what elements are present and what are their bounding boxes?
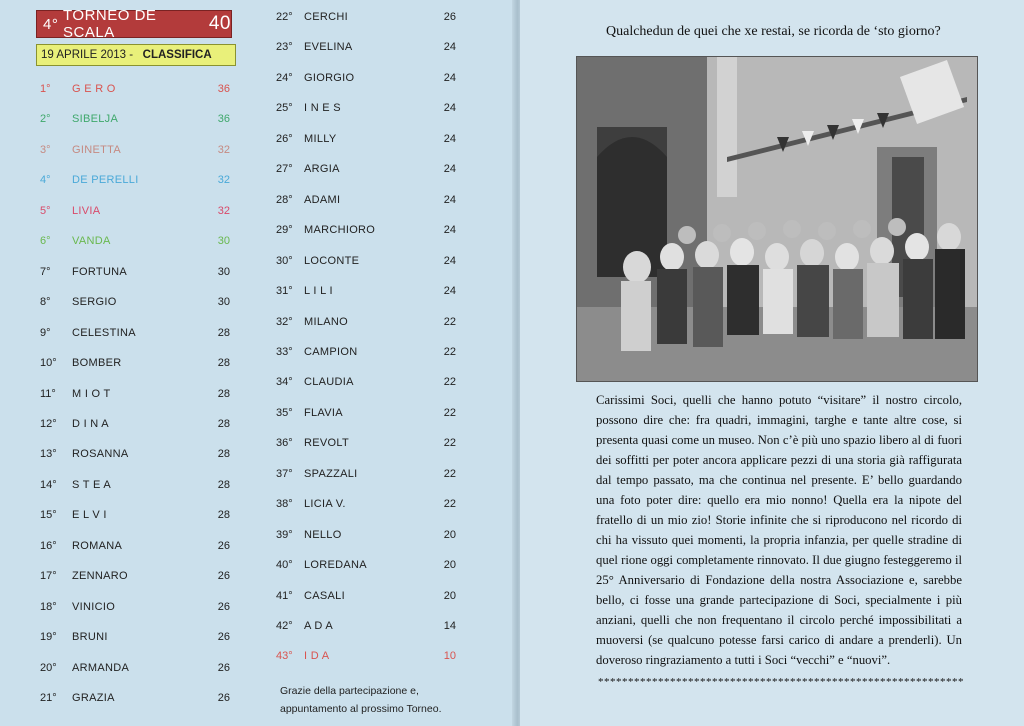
stars-divider: ************************************************************* [598,676,964,688]
rank-position: 25° [276,102,293,115]
player-name: GRAZIA [72,692,115,704]
player-points: 22 [443,315,456,328]
rank-position: 23° [276,41,293,54]
player-name: CERCHI [304,11,348,23]
rank-position: 32° [276,315,293,328]
rank-position: 8° [40,296,51,309]
ranking-row [40,109,230,129]
player-name: ARGIA [304,163,340,176]
player-name: LOCONTE [304,254,360,267]
ranking-row [276,464,456,484]
player-points: 26 [217,539,230,552]
player-points: 22 [443,406,456,419]
date-text: 19 APRILE 2013 - [41,49,134,61]
ranking-row [276,342,456,362]
player-name: NELLO [304,528,342,541]
rank-position: 4° [40,174,51,187]
ranking-row [40,505,230,525]
rank-position: 18° [40,600,57,613]
player-points: 26 [217,631,230,644]
ranking-row [276,190,456,210]
rank-position: 39° [276,528,293,541]
player-name: EVELINA [304,41,353,54]
player-points: 20 [443,589,456,602]
player-name: FLAVIA [304,406,343,419]
rank-position: 10° [40,357,57,370]
player-points: 28 [217,509,230,522]
player-name: ADAMI [304,193,341,206]
ranking-row [40,140,230,160]
tournament-title [36,7,232,41]
rank-position: 27° [276,163,293,176]
player-points: 28 [217,417,230,430]
player-points: 24 [443,71,456,84]
player-name: G E R O [72,83,116,95]
title-prefix: 4° [43,15,59,33]
player-points: 32 [217,143,230,156]
ranking-row [276,251,456,271]
player-name: ARMANDA [72,661,130,674]
ranking-row [276,68,456,88]
player-points: 26 [217,570,230,583]
rank-position: 34° [276,376,293,389]
player-points: 28 [217,326,230,339]
ranking-row [40,444,230,464]
rank-position: 5° [40,204,51,217]
player-points: 22 [443,467,456,480]
ranking-row [40,231,230,251]
player-name: ROSANNA [72,448,129,461]
player-name: REVOLT [304,437,349,450]
ranking-row [40,688,230,708]
rank-position: 9° [40,326,51,339]
rank-position: 31° [276,285,293,298]
player-name: CELESTINA [72,326,136,339]
player-points: 28 [217,478,230,491]
rank-position: 36° [276,437,293,450]
rank-position: 7° [40,265,51,278]
player-points: 28 [217,357,230,370]
rank-position: 2° [40,113,51,126]
player-points: 24 [443,285,456,298]
player-name: MILLY [304,132,337,145]
rank-position: 14° [40,478,57,491]
ranking-row [276,372,456,392]
ranking-row [40,627,230,647]
ranking-row [276,129,456,149]
player-points: 22 [443,498,456,511]
ranking-row [276,281,456,301]
player-name: D I N A [72,417,109,430]
player-points: 24 [443,254,456,267]
rank-position: 24° [276,71,293,84]
player-name: GINETTA [72,143,121,156]
ranking-row [276,646,456,666]
player-points: 14 [443,620,456,632]
player-name: M I O T [72,387,111,400]
player-points: 28 [217,387,230,400]
classifica-label: CLASSIFICA [142,49,212,61]
player-points: 26 [217,600,230,613]
ranking-row [276,159,456,179]
player-points: 24 [443,132,456,145]
rank-position: 15° [40,509,57,522]
player-name: I N E S [304,102,341,115]
player-points: 32 [217,174,230,187]
thanks-note [280,682,500,718]
rank-position: 40° [276,559,293,572]
player-name: A D A [304,620,334,632]
player-points: 24 [443,224,456,237]
player-points: 26 [217,692,230,704]
player-points: 26 [443,11,456,23]
group-photo [576,56,978,382]
title-number: 40 [208,13,231,34]
rank-position: 33° [276,345,293,358]
player-name: CASALI [304,589,345,602]
player-name: LICIA V. [304,498,346,511]
player-points: 36 [217,83,230,95]
ranking-row [40,79,230,99]
player-name: ROMANA [72,539,123,552]
ranking-row [40,566,230,586]
ranking-row [276,525,456,545]
photo-caption: Qualchedun de quei che xe restai, se ricorda de ‘sto giorno? [606,24,941,39]
rank-position: 38° [276,498,293,511]
player-points: 20 [443,559,456,572]
ranking-row [40,292,230,312]
player-name: I D A [304,650,330,663]
rank-position: 17° [40,570,57,583]
rank-position: 30° [276,254,293,267]
player-name: VINICIO [72,600,116,613]
thanks-line-1: Grazie della partecipazione e, [280,685,419,697]
player-points: 24 [443,193,456,206]
ranking-row [40,536,230,556]
title-text: TORNEO DE SCALA [63,7,157,41]
player-name: LOREDANA [304,559,367,572]
player-points: 30 [217,265,230,278]
player-name: BRUNI [72,631,108,644]
ranking-row [276,616,456,636]
rank-position: 16° [40,539,57,552]
rank-position: 26° [276,132,293,145]
player-points: 30 [217,235,230,248]
ranking-row [40,658,230,678]
player-points: 24 [443,41,456,54]
player-name: S T E A [72,478,111,491]
ranking-row [40,384,230,404]
ranking-row [276,586,456,606]
rank-position: 21° [40,692,57,704]
ranking-row [40,323,230,343]
rank-position: 19° [40,631,57,644]
player-points: 36 [217,113,230,126]
player-name: SERGIO [72,296,117,309]
player-name: SPAZZALI [304,467,358,480]
ranking-row [276,37,456,57]
player-name: SIBELJA [72,113,119,126]
player-name: MARCHIORO [304,224,376,237]
player-name: ZENNARO [72,570,128,583]
player-points: 24 [443,102,456,115]
ranking-row [40,597,230,617]
ranking-row [276,7,456,27]
player-points: 24 [443,163,456,176]
rank-position: 35° [276,406,293,419]
group-photo-image [577,57,978,382]
ranking-row [276,312,456,332]
rank-position: 3° [40,143,51,156]
rank-position: 43° [276,650,293,663]
ranking-row [40,475,230,495]
player-name: BOMBER [72,357,122,370]
player-name: E L V I [72,509,107,522]
player-points: 28 [217,448,230,461]
player-points: 22 [443,376,456,389]
ranking-row [276,494,456,514]
rank-position: 28° [276,193,293,206]
player-name: CLAUDIA [304,376,354,389]
rank-position: 41° [276,589,293,602]
player-points: 10 [443,650,456,663]
rank-position: 1° [40,83,51,95]
player-name: GIORGIO [304,71,355,84]
player-name: DE PERELLI [72,174,139,187]
ranking-row [276,555,456,575]
player-name: MILANO [304,315,348,328]
ranking-row [40,353,230,373]
ranking-row [40,414,230,434]
rank-position: 12° [40,417,57,430]
rank-position: 29° [276,224,293,237]
rank-position: 42° [276,620,293,632]
rank-position: 37° [276,467,293,480]
player-name: LIVIA [72,204,101,217]
ranking-row [276,433,456,453]
player-points: 30 [217,296,230,309]
rank-position: 13° [40,448,57,461]
player-points: 22 [443,345,456,358]
player-points: 22 [443,437,456,450]
player-name: CAMPION [304,345,358,358]
ranking-row [40,262,230,282]
date-banner [36,44,236,66]
player-name: FORTUNA [72,265,128,278]
ranking-row [40,170,230,190]
ranking-row [276,403,456,423]
player-points: 32 [217,204,230,217]
rank-position: 22° [276,11,293,23]
rank-position: 11° [40,387,56,400]
article-body: Carissimi Soci, quelli che hanno potuto “visitare” il nostro circolo, possono dire che: fra quadri, immagini, targhe e tante altre cose, si presenta quasi come un museo. Non c’è più uno spazio libero al di fuori dei soffitti per poter ancora applicare pezzi di una storia già raffigurata dal tempo passato, ma che continua nel presente. E’ bello guardando una foto poter dire: quello era mio nonno! Quella era la nipote del fratello di un mio zio! Storie infinite che si riproducono nel ricordo di chi ha vissuto quei momenti, la propria infanzia, per quelle stradine di quel rione oggi completamente rinnovato. Il due giugno festeggeremo il 25° Anniversario di Fondazione della nostra Associazione e, sarebbe bello, ci fosse una grande partecipazione di Soci, specialmente i più anziani, quelli che non frequentano il circolo perché impossibilitati a muoversi (se qualcuno potesse farsi carico di andare a prenderli). Un doveroso ringraziamento a tutti i Soci “vecchi” e “nuovi”. [596,393,962,667]
ranking-row [276,98,456,118]
player-name: VANDA [72,235,111,248]
player-points: 26 [217,661,230,674]
rank-position: 20° [40,661,57,674]
ranking-row [276,220,456,240]
thanks-line-2: appuntamento al prossimo Torneo. [280,703,442,715]
player-name: L I L I [304,285,333,298]
ranking-row [40,201,230,221]
rank-position: 6° [40,235,51,248]
player-points: 20 [443,528,456,541]
